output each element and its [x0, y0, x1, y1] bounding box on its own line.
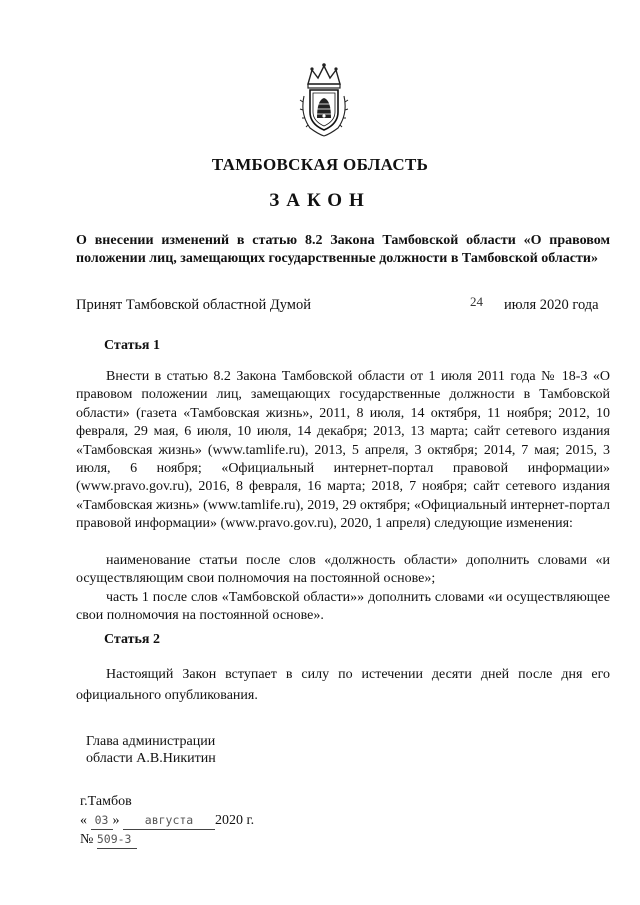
article2-heading: Статья 2 [104, 632, 160, 647]
signature-name: области А.В.Никитин [86, 751, 216, 766]
article1-heading: Статья 1 [104, 338, 160, 353]
article2-text [76, 664, 610, 706]
article1-item2 [76, 589, 610, 626]
adoption-month-year: июля 2020 года [504, 297, 599, 313]
date-open-quote: « [80, 813, 87, 828]
law-number-handwritten: 509-З [97, 830, 137, 849]
article1-item1 [76, 552, 610, 589]
document-type-title: ЗАКОН [269, 190, 371, 211]
law-subject: О внесении изменений в статью 8.2 Закона Тамбовской области «О правовом положении лиц, замещающих государственные должности в Тамбовской области» [76, 233, 610, 266]
date-close-quote: » [112, 813, 120, 828]
signing-date [80, 811, 254, 830]
signature-block [86, 733, 216, 767]
date-day-handwritten: 03 [91, 811, 113, 830]
article1-item2-text: часть 1 после слов «Тамбовской области»» дополнить словами «и осуществляющее свои полномочия на постоянной основе». [76, 590, 610, 624]
article1-item1-text: наименование статьи после слов «должность области» дополнить словами «и осуществляющим свои полномочия на постоянной основе»; [76, 553, 610, 587]
number-sign: № [80, 832, 94, 847]
date-month-handwritten: августа [123, 811, 215, 830]
place-date-number [80, 793, 254, 849]
signature-title: Глава администрации [86, 734, 216, 749]
adoption-day-handwritten: 24 [470, 294, 483, 309]
adoption-statement: Принят Тамбовской областной Думой [76, 297, 311, 313]
article2-body: Настоящий Закон вступает в силу по истечении десяти дней после дня его официального опубликования. [76, 667, 610, 703]
article1-intro [76, 368, 610, 534]
date-year: 2020 г. [215, 813, 255, 828]
city: г.Тамбов [80, 794, 132, 809]
coat-of-arms-emblem [298, 62, 350, 138]
law-number [80, 830, 254, 849]
article1-intro-text: Внести в статью 8.2 Закона Тамбовской области от 1 июля 2011 года № 18-З «О правовом положении лиц, замещающих государственные должности в Тамбовской области» (газета «Тамбовская жизнь», 2011, 8 июля, 14 октября, 11 ноября; 2012, 10 февраля, 29 мая, 6 июля, 10 июля, 14 декабря; 2013, 13 марта; сайт сетевого издания «Тамбовская жизнь» (www.tamlife.ru), 2013, 5 апреля, 3 октября; 2014, 7 мая; 2015, 3 июля, 6 ноября; «Официальный интернет-портал правовой информации» (www.pravo.gov.ru), 2016, 8 февраля, 16 марта; 2018, 7 ноября; сайт сетевого издания «Тамбовская жизнь» (www.tamlife.ru), 2019, 29 октября; «Официальный интернет-портал правовой информации» (www.pravo.gov.ru), 2020, 1 апреля) следующие изменения: [76, 369, 610, 532]
region-title: ТАМБОВСКАЯ ОБЛАСТЬ [211, 155, 429, 174]
